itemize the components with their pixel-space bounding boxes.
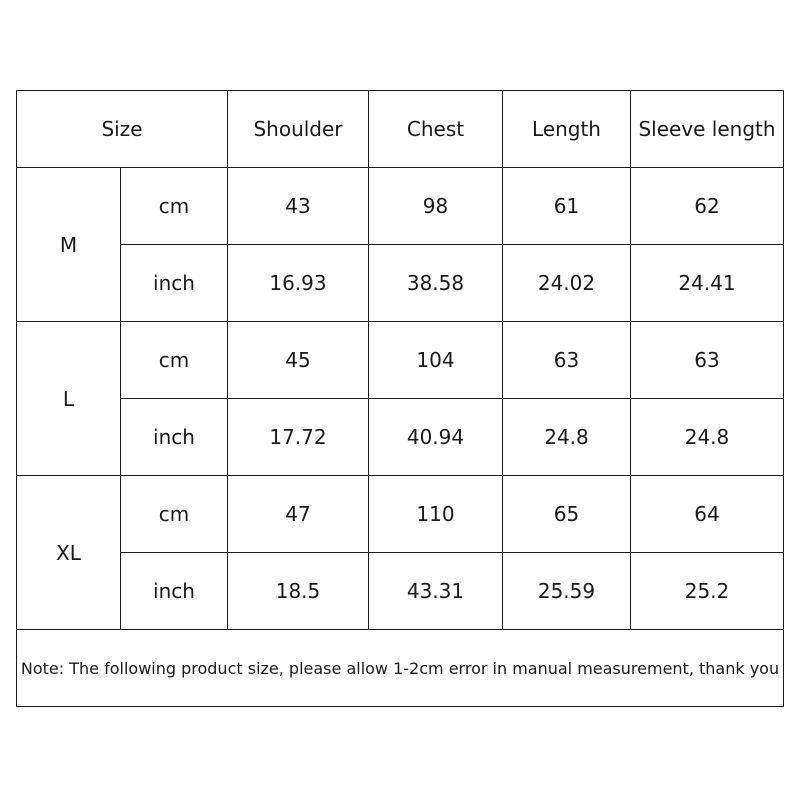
header-shoulder: Shoulder: [228, 91, 369, 168]
header-chest: Chest: [369, 91, 503, 168]
sleeve-length-value: 24.8: [631, 399, 784, 476]
shoulder-value: 43: [228, 168, 369, 245]
table-row: [17, 476, 784, 553]
table-row: [17, 245, 784, 322]
table-row: [17, 322, 784, 399]
table-row: [17, 553, 784, 630]
header-length: Length: [503, 91, 631, 168]
shoulder-value: 18.5: [228, 553, 369, 630]
table-row: [17, 168, 784, 245]
shoulder-value: 47: [228, 476, 369, 553]
unit-label: cm: [121, 168, 228, 245]
sleeve-length-value: 64: [631, 476, 784, 553]
chest-value: 98: [369, 168, 503, 245]
chest-value: 104: [369, 322, 503, 399]
sleeve-length-value: 62: [631, 168, 784, 245]
measurement-note: Note: The following product size, please allow 1-2cm error in manual measurement, thank you: [17, 630, 784, 707]
size-chart-table: [16, 90, 784, 707]
length-value: 63: [503, 322, 631, 399]
shoulder-value: 16.93: [228, 245, 369, 322]
unit-label: inch: [121, 245, 228, 322]
sleeve-length-value: 63: [631, 322, 784, 399]
shoulder-value: 45: [228, 322, 369, 399]
size-label-m: M: [17, 168, 121, 322]
unit-label: cm: [121, 476, 228, 553]
size-label-l: L: [17, 322, 121, 476]
unit-label: cm: [121, 322, 228, 399]
shoulder-value: 17.72: [228, 399, 369, 476]
header-size: Size: [17, 91, 228, 168]
sleeve-length-value: 25.2: [631, 553, 784, 630]
header-row: [17, 91, 784, 168]
chest-value: 40.94: [369, 399, 503, 476]
table-row: [17, 399, 784, 476]
sleeve-length-value: 24.41: [631, 245, 784, 322]
unit-label: inch: [121, 399, 228, 476]
length-value: 65: [503, 476, 631, 553]
length-value: 61: [503, 168, 631, 245]
chest-value: 43.31: [369, 553, 503, 630]
chest-value: 38.58: [369, 245, 503, 322]
length-value: 24.8: [503, 399, 631, 476]
unit-label: inch: [121, 553, 228, 630]
header-sleeve-length: Sleeve length: [631, 91, 784, 168]
chest-value: 110: [369, 476, 503, 553]
length-value: 24.02: [503, 245, 631, 322]
length-value: 25.59: [503, 553, 631, 630]
size-label-xl: XL: [17, 476, 121, 630]
note-row: [17, 630, 784, 707]
